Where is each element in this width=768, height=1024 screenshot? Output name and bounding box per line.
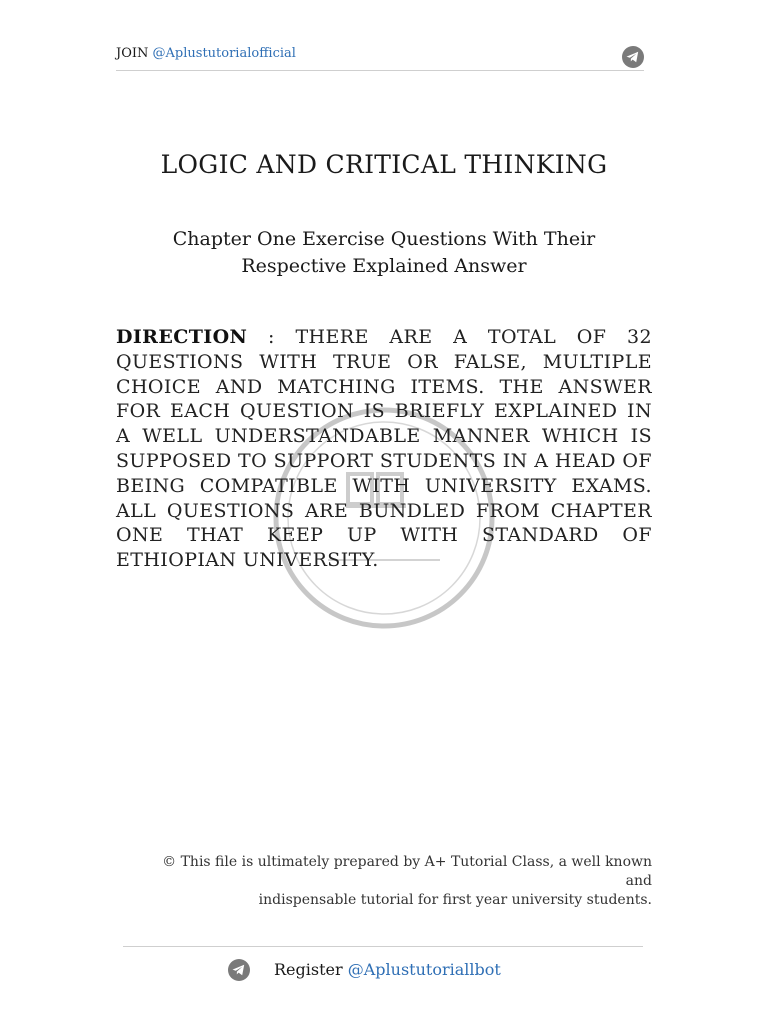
direction-label: DIRECTION — [116, 326, 248, 348]
telegram-icon[interactable] — [622, 46, 644, 68]
register-line — [274, 960, 501, 979]
copyright-line-2: indispensable tutorial for first year university students. — [258, 892, 652, 908]
channel-link[interactable]: @Aplustutorialofficial — [152, 46, 296, 61]
document-subtitle — [134, 226, 634, 280]
subtitle-line-2: Respective Explained Answer — [241, 255, 527, 277]
direction-text: THERE ARE A TOTAL OF 32 QUESTIONS WITH TRUE OR FALSE, MULTIPLE CHOICE AND MATCHING ITEMS. THE ANSWER FOR EACH QUESTION IS BRIEFLY EXPLAINED IN A WELL UNDERSTANDABLE MANNER WHICH IS SUPPOSED TO SUPPORT STUDENTS IN A HEAD OF BEING COMPATIBLE WITH UNIVERSITY EXAMS. ALL QUESTIONS ARE BUNDLED FROM CHAPTER ONE THAT KEEP UP WITH STANDARD OF ETHIOPIAN UNIVERSITY. — [116, 326, 652, 572]
page-footer — [0, 956, 768, 986]
document-title: LOGIC AND CRITICAL THINKING — [160, 150, 608, 179]
header-divider — [116, 70, 644, 71]
telegram-plane-glyph — [232, 964, 245, 976]
register-label: Register — [274, 960, 343, 979]
join-label: JOIN — [116, 46, 149, 61]
direction-separator: : — [247, 326, 296, 348]
telegram-plane-glyph — [626, 51, 639, 63]
telegram-icon[interactable] — [228, 959, 250, 981]
copyright-note — [150, 853, 652, 910]
page-header — [116, 44, 644, 70]
join-line — [116, 46, 296, 61]
direction-paragraph — [116, 325, 652, 573]
subtitle-line-1: Chapter One Exercise Questions With Their — [172, 228, 596, 250]
bot-link[interactable]: @Aplustutoriallbot — [347, 960, 501, 979]
copyright-line-1: © This file is ultimately prepared by A+ Tutorial Class, a well known and — [162, 854, 652, 889]
footer-divider — [123, 946, 643, 947]
